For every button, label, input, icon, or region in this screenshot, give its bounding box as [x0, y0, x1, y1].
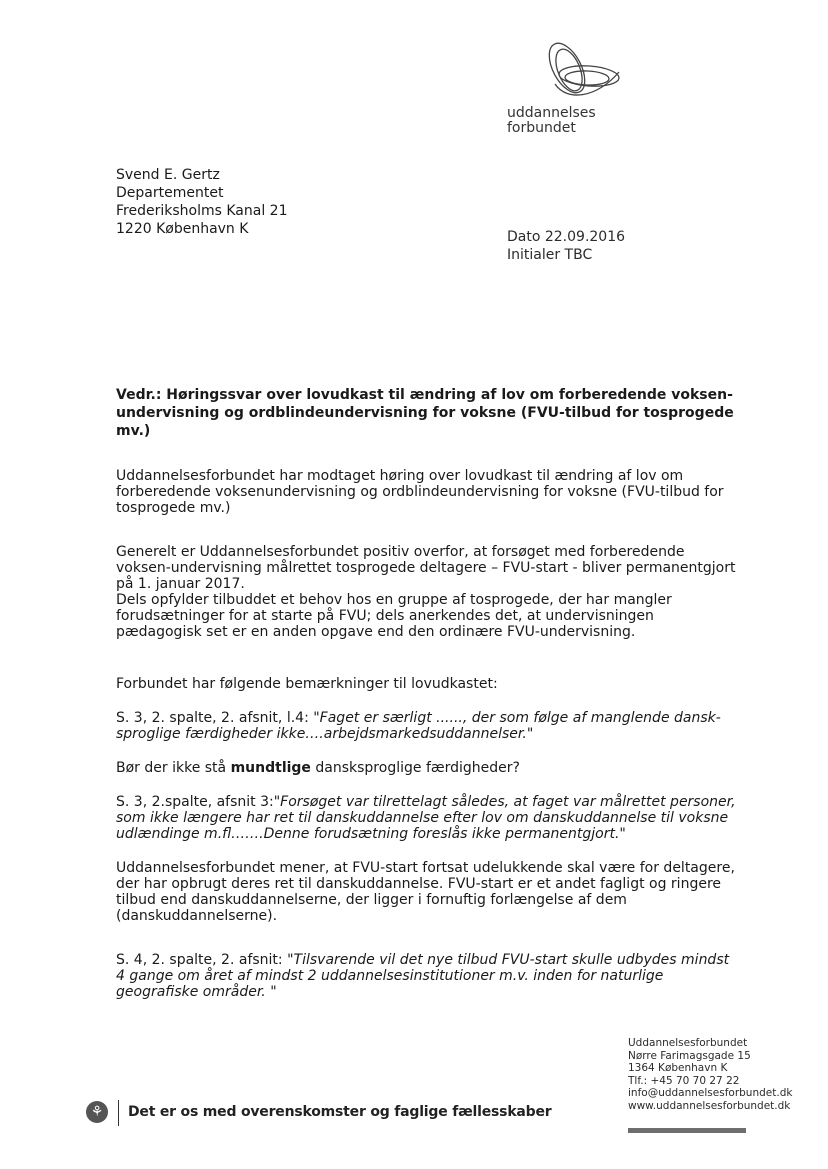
logo-text-line1: uddannelses — [507, 105, 596, 121]
question-1-pre: Bør der ikke stå — [116, 760, 231, 776]
question-1-post: dansksproglige færdigheder? — [310, 760, 520, 776]
footer-emblem-icon: ⚘ — [86, 1101, 108, 1123]
comment-3 — [116, 952, 736, 1000]
letter-initials: Initialer TBC — [507, 247, 593, 263]
letter-body — [116, 468, 736, 1000]
question-1 — [116, 760, 736, 776]
letter-date: Dato 22.09.2016 — [507, 229, 626, 245]
recipient-street: Frederiksholms Kanal 21 — [116, 203, 288, 219]
recipient-department: Departementet — [116, 185, 224, 201]
recipient-city: 1220 København K — [116, 221, 249, 237]
comment-2-quote: "Forsøget var tilrettelagt således, at faget var målrettet personer, som ikke længere har ret til danskuddannelse efter lov om danskuddannelse til voksne udlændinge m.fl…….Denne forudsætning foreslås ikke permanentgjort." — [116, 794, 736, 842]
footer-address — [628, 1037, 792, 1112]
comment-3-quote: "Tilsvarende vil det nye tilbud FVU-start skulle udbydes mindst 4 gange om året af mindst 2 uddannelsesinstitutioner m.v. inden for naturlige geografiske områder. " — [116, 952, 730, 1000]
comment-1-reference: S. 3, 2. spalte, 2. afsnit, l.4: — [116, 710, 314, 726]
paragraph-general: Generelt er Uddannelsesforbundet positiv overfor, at forsøget med forberedende voksen-undervisning målrettet tosprogede deltagere – FVU-start - bliver permanentgjort på 1. januar 2017. — [116, 544, 736, 592]
footer-city: 1364 København K — [628, 1062, 728, 1074]
recipient-name: Svend E. Gertz — [116, 167, 220, 183]
comment-3-reference: S. 4, 2. spalte, 2. afsnit: — [116, 952, 288, 968]
comment-1 — [116, 710, 736, 742]
footer-slogan: Det er os med overenskomster og faglige fællesskaber — [128, 1104, 552, 1120]
paragraph-opinion: Uddannelsesforbundet mener, at FVU-start fortsat udelukkende skal være for deltagere, der har opbrugt deres ret til danskuddannelse. FVU-start er et andet fagligt og ringere tilbud end danskuddannelserne, der ligger i fornuftig forlængelse af dem (danskuddannelserne). — [116, 860, 735, 924]
paragraph-intro: Uddannelsesforbundet har modtaget høring over lovudkast til ændring af lov om forberedende voksenundervisning og ordblindeundervisning for voksne (FVU-tilbud for tosprogede mv.) — [116, 468, 724, 516]
comment-2 — [116, 794, 736, 842]
footer-website: www.uddannelsesforbundet.dk — [628, 1099, 791, 1112]
footer-phone: Tlf.: +45 70 70 27 22 — [628, 1074, 740, 1087]
organization-logo — [505, 32, 635, 136]
footer-divider-bar — [628, 1128, 746, 1133]
letter-meta — [507, 228, 625, 264]
recipient-address — [116, 166, 287, 238]
footer-org-name: Uddannelsesforbundet — [628, 1037, 748, 1049]
footer-street: Nørre Farimagsgade 15 — [628, 1049, 751, 1062]
footer-separator — [118, 1100, 119, 1126]
comment-1-quote: "Faget er særligt ......, der som følge af manglende dansk-sproglige færdigheder ikke….arbejdsmarkedsuddannelser." — [116, 710, 721, 742]
footer-email: info@uddannelsesforbundet.dk — [628, 1087, 793, 1099]
question-1-bold: mundtlige — [230, 760, 311, 776]
logo-text-line2: forbundet — [507, 120, 576, 136]
paragraph-remarks-intro: Forbundet har følgende bemærkninger til lovudkastet: — [116, 676, 498, 692]
letter-subject: Vedr.: Høringssvar over lovudkast til ændring af lov om forberedende voksen-undervisning og ordblindeundervisning for voksne (FVU-tilbud for tosprogede mv.) — [116, 387, 734, 439]
paragraph-reasons: Dels opfylder tilbuddet et behov hos en gruppe af tosprogede, der har mangler forudsætninger for at starte på FVU; dels anerkendes det, at undervisningen pædagogisk set er en anden opgave end den ordinære FVU-undervisning. — [116, 592, 672, 640]
logo-swirl-icon — [527, 32, 627, 104]
comment-2-reference: S. 3, 2.spalte, afsnit 3: — [116, 794, 274, 810]
